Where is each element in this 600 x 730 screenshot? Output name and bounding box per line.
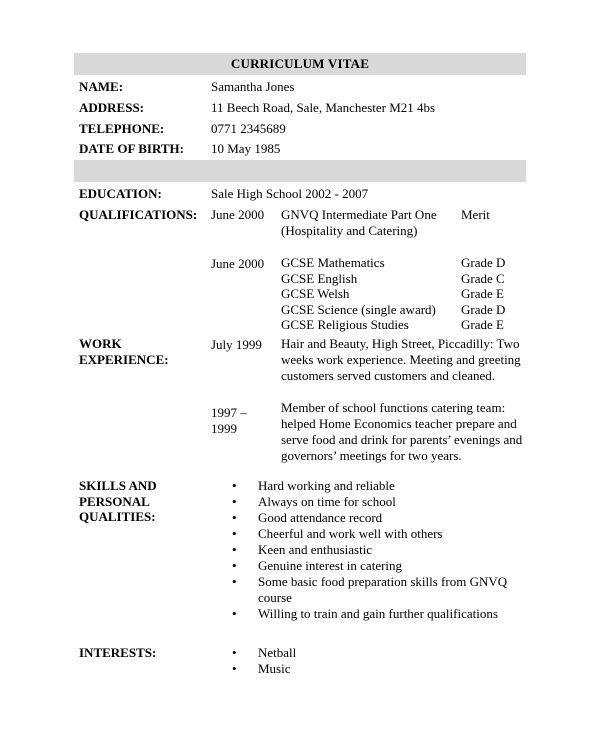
work-description: Member of school functions catering team: helped Home Economics teacher prepare and serve food and drink for parents’ evenings and governors’ meetings for two years. xyxy=(281,400,523,463)
skills-label-line2: PERSONAL xyxy=(79,494,150,509)
work-label-line2: EXPERIENCE: xyxy=(79,352,169,367)
interests-label: INTERESTS: xyxy=(79,645,157,660)
dob-label: DATE OF BIRTH: xyxy=(79,141,184,156)
qualification-subject: GCSE Science (single award) xyxy=(281,301,436,317)
list-item: • Good attendance record xyxy=(232,510,522,526)
list-item: • Genuine interest in catering xyxy=(232,558,522,574)
education-value: Sale High School 2002 - 2007 xyxy=(211,186,369,201)
qualification-date: June 2000 xyxy=(211,256,265,271)
skills-label-line1: SKILLS AND xyxy=(79,478,157,493)
list-item: • Some basic food preparation skills from GNVQ course xyxy=(232,574,522,606)
qualification-subject: GCSE English xyxy=(281,270,358,286)
work-date: 1997 – 1999 xyxy=(211,405,247,436)
qualification-grade: Grade D xyxy=(461,255,506,270)
telephone-label: TELEPHONE: xyxy=(79,121,165,136)
qualifications-label: QUALIFICATIONS: xyxy=(79,207,198,222)
skills-list xyxy=(232,478,522,622)
qualification-subject: GCSE Welsh xyxy=(281,286,350,301)
work-label-line1: WORK xyxy=(79,336,122,351)
name-label: NAME: xyxy=(79,79,124,94)
work-date: July 1999 xyxy=(211,337,262,352)
qualification-grade: Grade C xyxy=(461,270,505,286)
skills-label-line3: QUALITIES: xyxy=(79,509,156,524)
list-item: • Willing to train and gain further qualifications xyxy=(232,606,522,622)
dob-value: 10 May 1985 xyxy=(211,141,281,156)
interests-list xyxy=(232,645,432,677)
qualification-grade: Grade E xyxy=(461,317,504,332)
qualification-subject: GNVQ Intermediate Part One (Hospitality and Catering) xyxy=(281,207,437,238)
qualification-grade: Grade D xyxy=(461,301,506,317)
address-label: ADDRESS: xyxy=(79,100,145,115)
work-description: Hair and Beauty, High Street, Piccadilly: Two weeks work experience. Meeting and greeting customers served customers and cleaned. xyxy=(281,336,521,383)
name-value: Samantha Jones xyxy=(211,79,295,94)
qualification-grade: Grade E xyxy=(461,286,504,301)
education-label: EDUCATION: xyxy=(79,186,162,201)
qualification-grade: Merit xyxy=(461,207,490,222)
document-title: CURRICULUM VITAE xyxy=(230,56,370,71)
list-item: • Keen and enthusiastic xyxy=(232,542,522,558)
list-item: • Music xyxy=(232,661,432,677)
list-item: • Hard working and reliable xyxy=(232,478,522,494)
title-bar xyxy=(74,53,526,75)
list-item: • Cheerful and work well with others xyxy=(232,526,522,542)
qualification-subject: GCSE Religious Studies xyxy=(281,317,409,332)
section-divider-bar xyxy=(74,160,526,182)
list-item: • Always on time for school xyxy=(232,494,522,510)
list-item: • Netball xyxy=(232,645,432,661)
qualification-subject: GCSE Mathematics xyxy=(281,255,385,270)
address-value: 11 Beech Road, Sale, Manchester M21 4bs xyxy=(211,100,436,115)
qualification-date: June 2000 xyxy=(211,207,265,222)
telephone-value: 0771 2345689 xyxy=(211,121,286,136)
